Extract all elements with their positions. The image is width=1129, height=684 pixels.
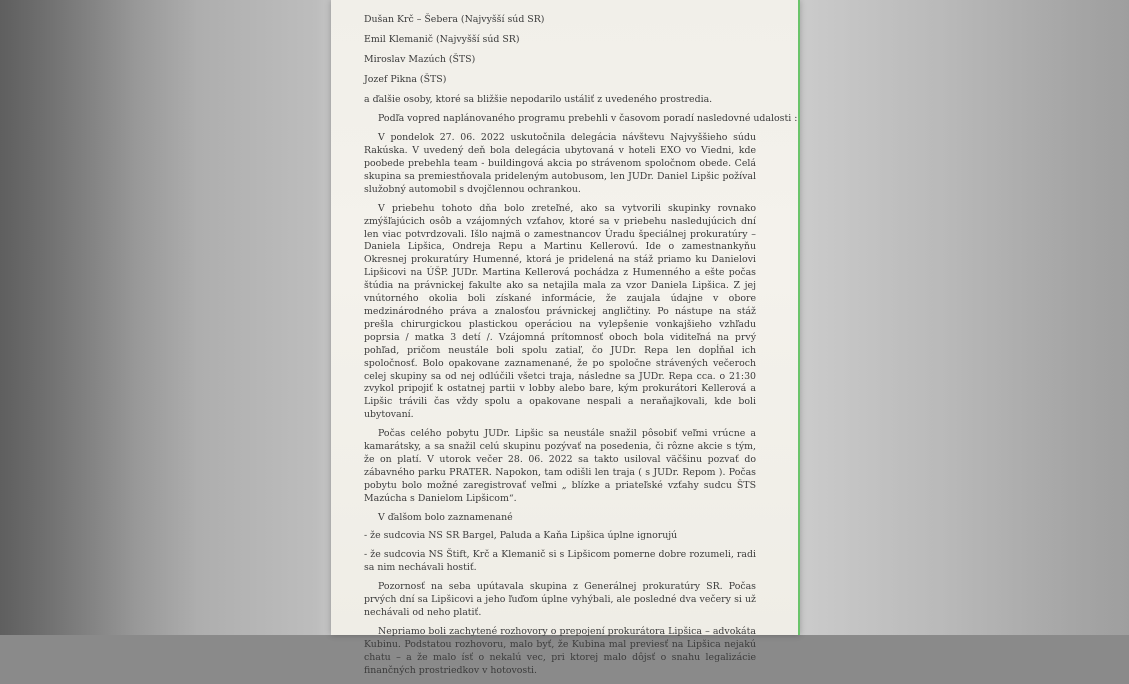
paragraph-2: V priebehu tohoto dňa bolo zreteľné, ako sa vytvorili skupinky rovnako zmýšľajúcich osôb a vzájomných vzťahov, ktoré sa v priebehu nasledujúcich dní len viac potvrdzovali. Išlo najmä o zamestnancov Úradu špeciálnej prokuratúry – Daniela Lipšica, Ondreja Repu a Martinu Kellerovú. Ide o zamestnankyňu Okresnej prokuratúry Humenné, ktorá je pridelená na stáž priamo ku Danielovi Lipšicovi na ÚŠP. JUDr. Martina Kellerová pochádza z Humenného a ešte počas štúdia na právnickej fakulte ako sa netajila mala za vzor Daniela Lipšica. Z jej vnútorného okolia boli získané informácie, že zaujala údajne v obore medzinárodného práva a znalosťou právnickej angličtiny. Po nástupe na stáž prešla chirurgickou plastickou operáciou na vylepšenie vonkajšieho vzhľadu poprsia / matka 3 detí /. Vzájomná prítomnosť oboch bola viditeľná na prvý pohľad, pričom neustále boli spolu zatiaľ, čo JUDr. Repa len dopĺňal ich spoločnosť. Bolo opakovane zaznamenané, že po spoločne strávených večeroch celej skupiny sa od nej odlúčili všetci traja, následne sa JUDr. Repa cca. o 21:30 zvykol pripojiť k ostatnej partii v lobby alebo bare, kým prokurátori Kellerová a Lipšic trávili čas vždy spolu a opakovane nespali a neraňajkovali, kde boli ubytovaní. — [364, 202, 756, 421]
header-line-2: Emil Klemanič (Najvyšší súd SR) — [364, 34, 520, 46]
background-right-blur — [800, 0, 1129, 635]
paragraph-5: Nepriamo boli zachytené rozhovory o prepojení prokurátora Lipšica – advokáta Kubinu. Podstatou rozhovoru, malo byť, že Kubina mal previesť na Lipšica nejakú chatu – a že malo ísť o nekalú vec, pri ktorej malo dôjsť o snahu legalizácie finančných prostriedkov v hotovosti. — [364, 625, 756, 676]
background-left-blur — [0, 0, 330, 635]
paragraph-4: Pozornosť na seba upútavala skupina z Generálnej prokuratúry SR. Počas prvých dní sa Lipšicovi a jeho ľuďom úplne vyhýbali, ale posledné dva večery si už nechávali od neho platiť. — [364, 581, 756, 618]
list-item-1: - že sudcovia NS SR Bargel, Paluda a Kaňa Lipšica úplne ignorujú — [364, 530, 678, 542]
document-page — [331, 0, 800, 676]
paragraph-1: V pondelok 27. 06. 2022 uskutočnila delegácia návštevu Najvyššieho súdu Rakúska. V uvedený deň bola delegácia ubytovaná v hoteli EXO vo Viedni, kde poobede prebehla team - buildingová akcia po strávenom spoločnom obede. Celá skupina sa premiestňovala prideleným autobusom, len JUDr. Daniel Lipšic požíval služobný automobil s dvojčlennou ochrankou. — [364, 132, 756, 195]
document-text — [364, 14, 798, 684]
list-item-2: - že sudcovia NS Štift, Krč a Klemanič si s Lipšicom pomerne dobre rozumeli, radi sa nim nechávali hostiť. — [364, 549, 756, 574]
paragraph-3: Počas celého pobytu JUDr. Lipšic sa neustále snažil pôsobiť veľmi vrúcne a kamarátsky, a sa snažil celú skupinu pozývať na posedenia, či rôzne akcie s tým, že on platí. V utorok večer 28. 06. 2022 sa takto usiloval väčšinu pozvať do zábavného parku PRATER. Napokon, tam odišli len traja ( s JUDr. Repom ). Počas pobytu bolo možné zaregistrovať veľmi „ blízke a priateľské vzťahy sudcu ŠTS Mazúcha s Danielom Lipšicom“. — [364, 428, 756, 504]
header-line-1: Dušan Krč – Šebera (Najvyšší súd SR) — [364, 14, 545, 25]
header-line-3: Miroslav Mazúch (ŠTS) — [364, 54, 476, 66]
intro-line: a ďalšie osoby, ktoré sa bližšie nepodarilo ustáliť z uvedeného prostredia. — [364, 94, 713, 106]
program-line: Podľa vopred naplánovaného programu prebehli v časovom poradí nasledovné udalosti : — [378, 113, 798, 125]
further-line: V ďalšom bolo zaznamenané — [378, 511, 513, 523]
header-line-4: Jozef Pikna (ŠTS) — [364, 74, 447, 86]
